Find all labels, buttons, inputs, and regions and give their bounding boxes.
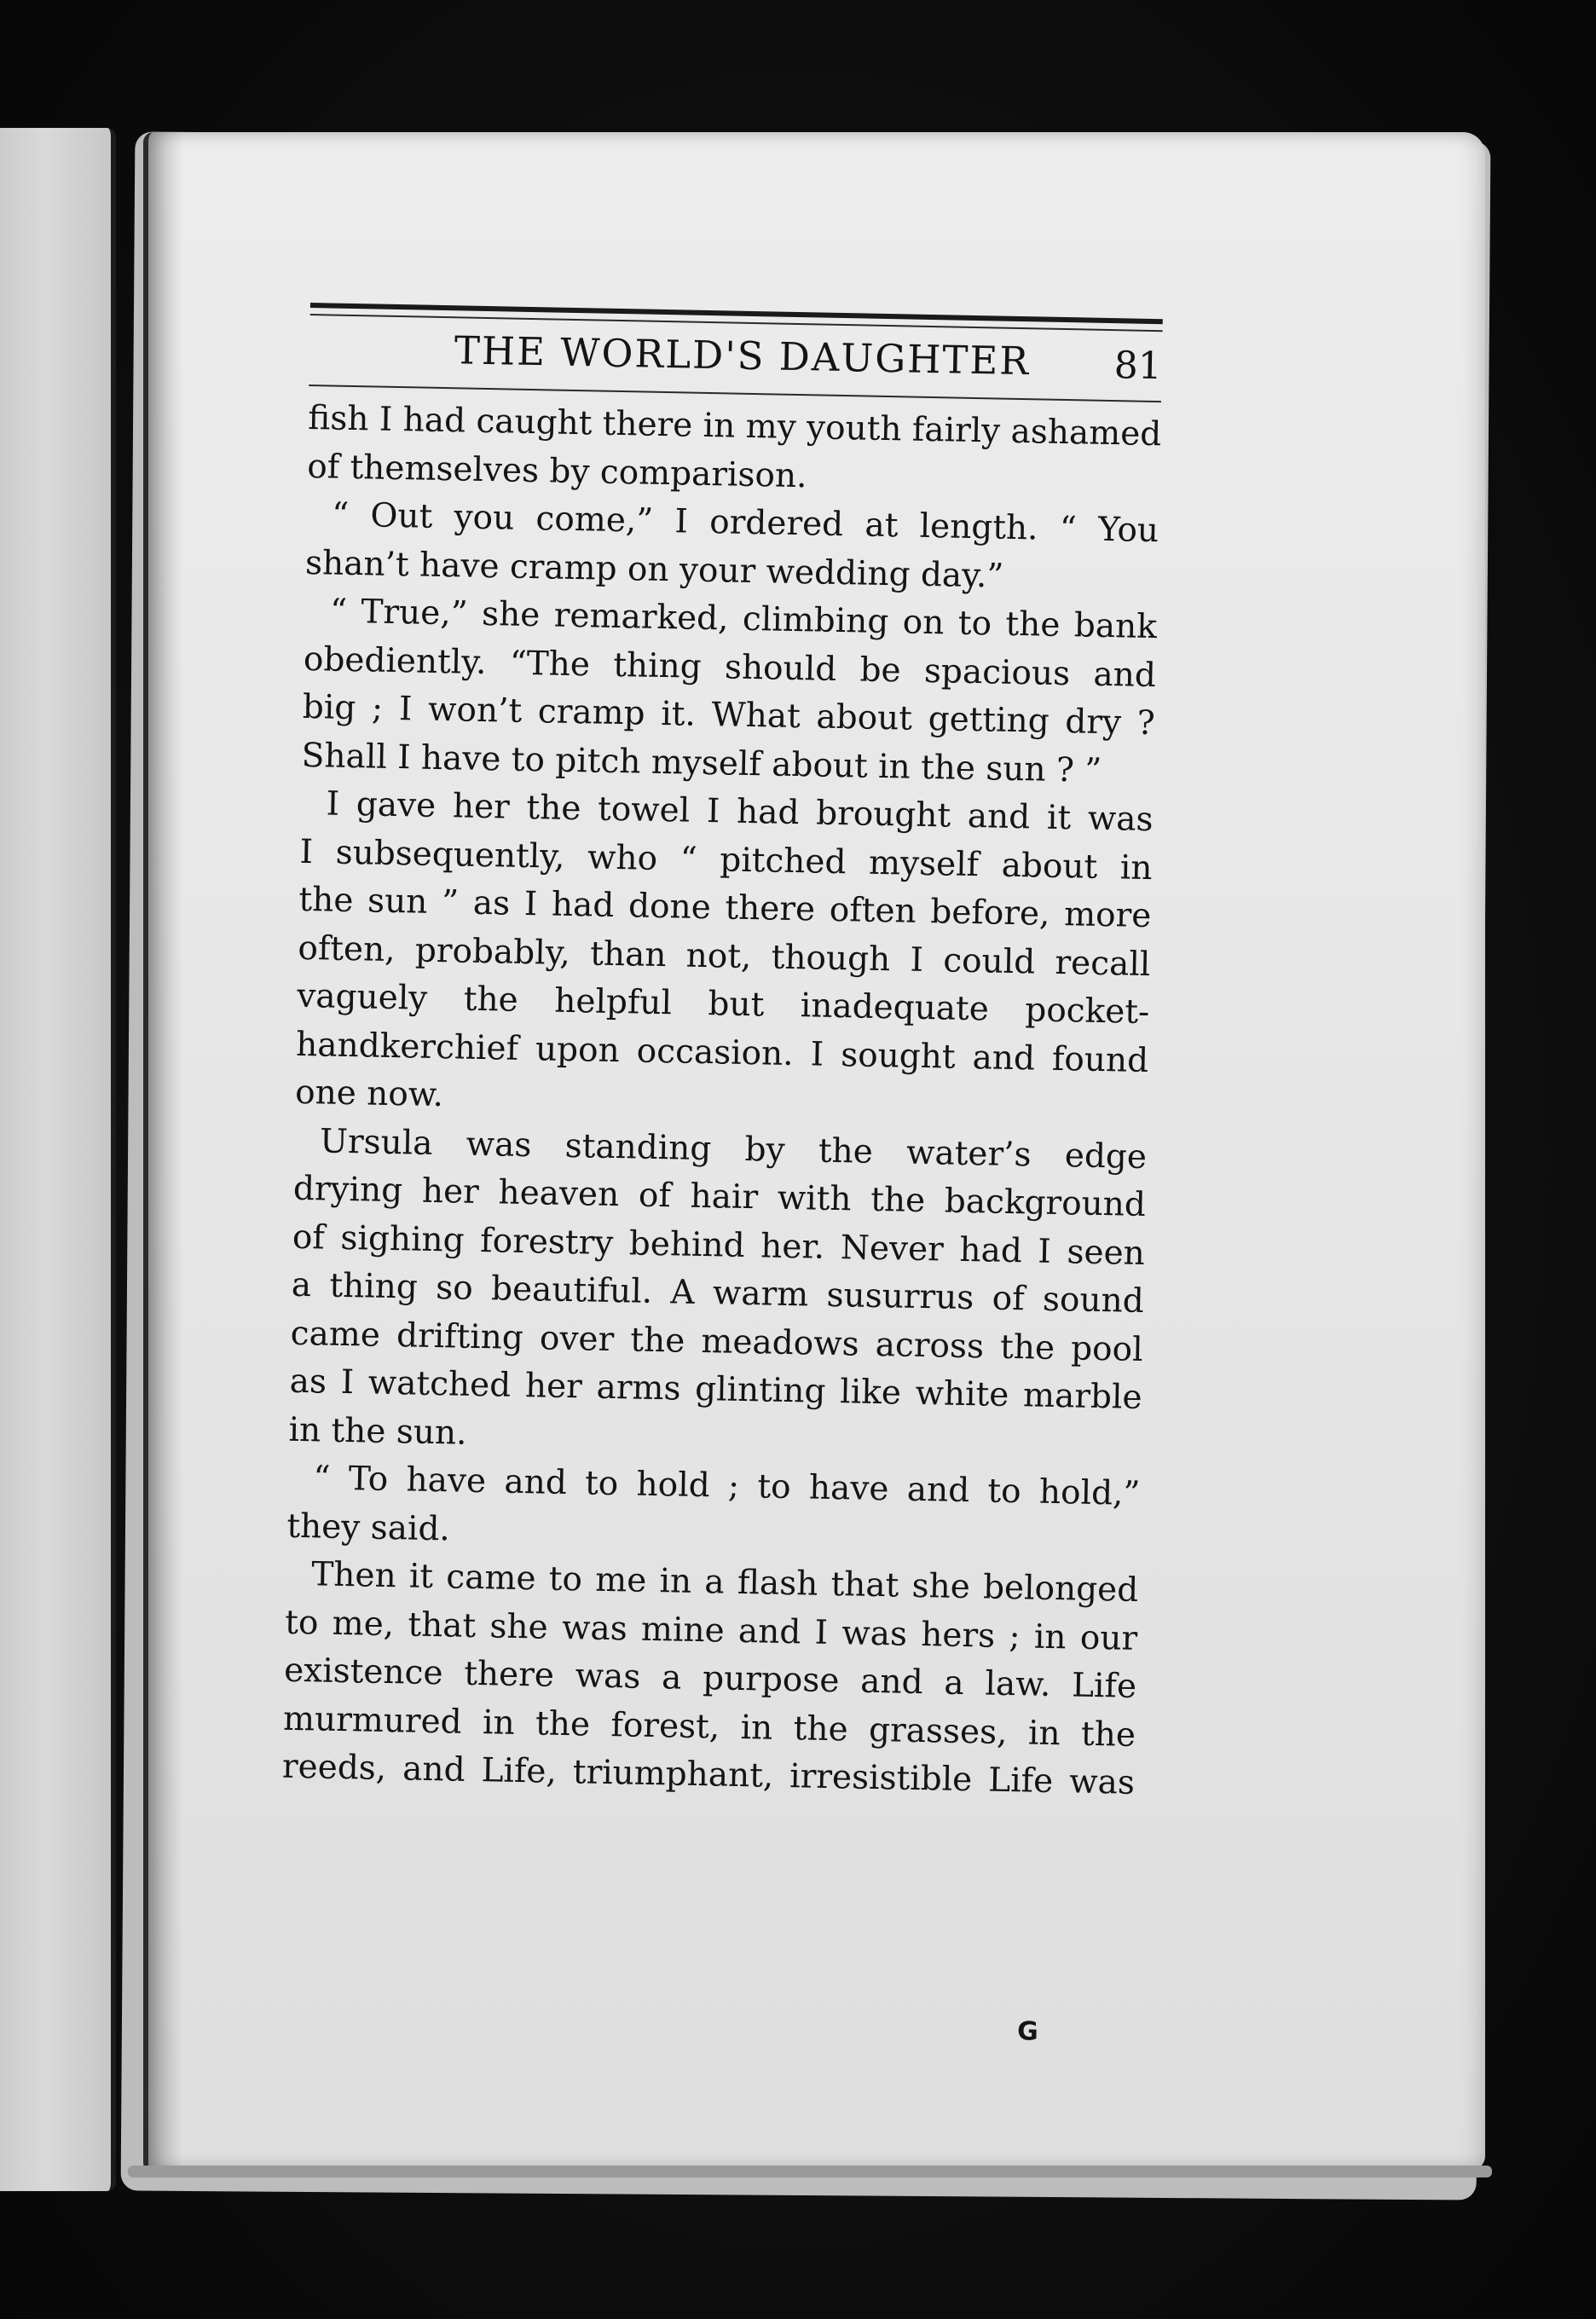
text-line: to me, that she was mine and I was hers ; in our [284,1603,1138,1658]
text-block [281,303,1163,2047]
text-line: “ To have and to hold ; to have and to hold,” [313,1459,1141,1513]
text-line: in the sun. [288,1410,467,1453]
text-line: I gave her the towel I had brought and it was [326,784,1154,840]
text-line: vaguely the helpful but inadequate pocket- [296,976,1150,1032]
text-line: fish I had caught there in my youth fairly ashamed [307,398,1162,454]
text-line: reeds, and Life, triumphant, irresistible Life was [281,1747,1136,1802]
text-line: as I watched her arms glinting like white marble [289,1362,1142,1417]
text-line: Then it came to me in a flash that she belonged [310,1555,1139,1610]
facing-page-edge [0,128,116,2191]
text-line: murmured in the forest, in the grasses, in the [282,1699,1136,1755]
text-line: big ; I won’t cramp it. What about getting dry ? [302,687,1156,743]
spine-shadow [148,132,182,2170]
text-line: handkerchief upon occasion. I sought and found [295,1025,1149,1080]
book-page [143,132,1485,2170]
text-line: drying her heaven of hair with the background [292,1169,1147,1225]
text-line: often, probably, than not, though I could recall [298,928,1151,984]
body-text [281,395,1160,1807]
running-head [309,325,1162,392]
text-line: a thing so beautiful. A warm susurrus of sound [291,1265,1145,1321]
text-line: shan’t have cramp on your wedding day.” [304,543,1004,596]
page-bottom-edge [128,2166,1492,2177]
text-line: Ursula was standing by the water’s edge [319,1121,1148,1177]
text-line: they said. [286,1506,451,1548]
header-rule-thick [310,303,1163,324]
text-line: I subsequently, who “ pitched myself about in [299,832,1153,888]
text-line: “ True,” she remarked, climbing on to the bank [329,592,1158,647]
text-line: Shall I have to pitch myself about in the sun ? ” [301,736,1102,790]
text-line: of themselves by comparison. [306,447,807,495]
page-number: 81 [1113,344,1163,389]
text-line: one now. [294,1073,444,1115]
signature-mark: G [1016,2016,1039,2047]
text-line: came drifting over the meadows across the pool [290,1314,1144,1369]
text-line: the sun ” as I had done there often before, more [298,880,1152,936]
running-title: THE WORLD'S DAUGHTER [454,327,1031,385]
text-line: “ Out you come,” I ordered at length. “ You [331,495,1159,551]
text-line: of sighing forestry behind her. Never had I seen [292,1217,1146,1273]
text-line: existence there was a purpose and a law. Life [283,1651,1137,1706]
text-line: obediently. “The thing should be spacious and [303,639,1157,695]
